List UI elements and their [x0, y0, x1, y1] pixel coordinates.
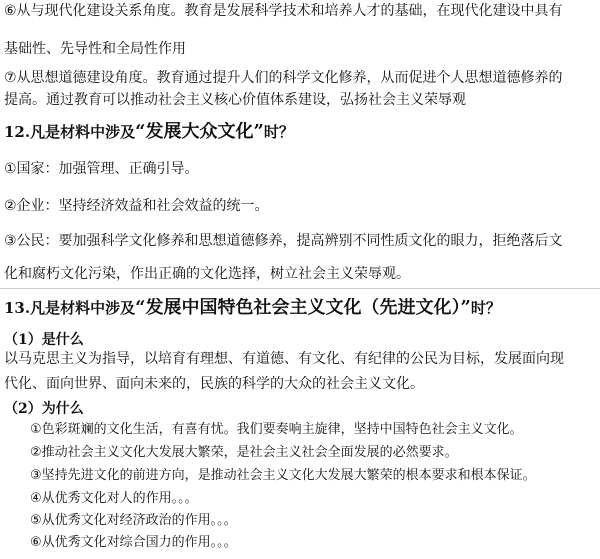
sec13-why-item: ③坚持先进文化的前进方向，是推动社会主义文化大发展大繁荣的根本要求和根本保证。: [30, 468, 536, 483]
sec13-why-item: ②推动社会主义文化大发展大繁荣，是社会主义社会全面发展的必然要求。: [30, 445, 458, 460]
sec13-why-item: ⑥从优秀文化对综合国力的作用。。。: [30, 535, 237, 550]
sec13-heading-quote: “发展中国特色社会主义文化（先进文化）”: [135, 298, 471, 318]
sec12-item-citizen-line1: ③公民：要加强科学文化修养和思想道德修养，提高辨别不同性质文化的眼力，拒绝落后文: [4, 233, 563, 249]
sec12-heading: [4, 122, 596, 142]
section-divider: [0, 288, 600, 289]
sec12-item-national: ①国家：加强管理、正确引导。: [4, 161, 199, 177]
sec13-heading: [4, 298, 596, 318]
sec12-heading-prefix: 12.凡是材料中涉及: [4, 123, 136, 141]
sec13-heading-suffix: 时？: [470, 299, 501, 317]
sec13-why-title: （2）为什么: [4, 401, 84, 417]
sec11-point7-line2: 提高。通过教育可以推动社会主义核心价值体系建设，弘扬社会主义荣辱观: [4, 92, 466, 108]
sec13-what-line1: 以马克思主义为指导，以培育有理想、有道德、有文化、有纪律的公民为目标，发展面向现: [4, 351, 564, 367]
sec13-why-item: ①色彩斑斓的文化生活，有喜有忧。我们要奏响主旋律，坚持中国特色社会主义文化。: [30, 422, 523, 437]
sec12-item-citizen-line2: 化和腐朽文化污染，作出正确的文化选择，树立社会主义荣辱观。: [4, 266, 410, 282]
sec12-heading-suffix: 时？: [263, 123, 294, 141]
sec13-heading-prefix: 13.凡是材料中涉及: [4, 299, 136, 317]
sec13-what-line2: 代化、面向世界、面向未来的，民族的科学的大众的社会主义文化。: [4, 376, 424, 392]
sec11-point6-line2: 基础性、先导性和全局性作用: [4, 41, 186, 57]
sec13-why-item: ④从优秀文化对人的作用。。。: [30, 491, 198, 506]
sec12-heading-quote: “发展大众文化”: [135, 122, 264, 142]
sec13-what-title: （1）是什么: [4, 332, 84, 348]
sec11-point6-line1: ⑥从与现代化建设关系角度。教育是发展科学技术和培养人才的基础，在现代化建设中具有: [4, 3, 563, 19]
sec11-point7-line1: ⑦从思想道德建设角度。教育通过提升人们的科学文化修养，从而促进个人思想道德修养的: [4, 70, 563, 86]
sec12-item-enterprise: ②企业：坚持经济效益和社会效益的统一。: [4, 198, 269, 214]
sec13-why-item: ⑤从优秀文化对经济政治的作用。。。: [30, 513, 237, 528]
